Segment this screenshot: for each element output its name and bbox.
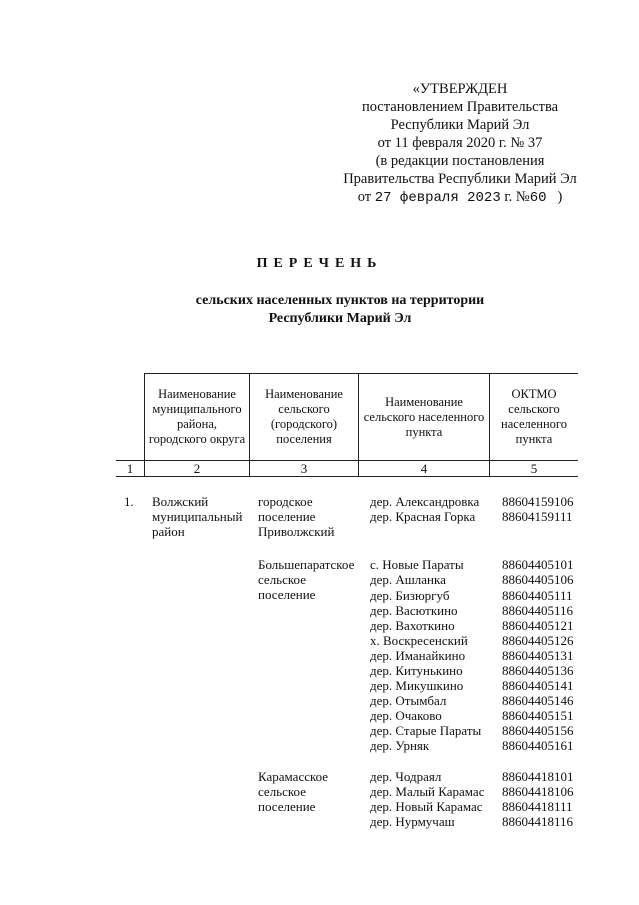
village-name: дер. Александровка: [370, 494, 480, 509]
district-name: [152, 494, 252, 539]
village-name: дер. Красная Горка: [370, 509, 476, 524]
oktmo-list: [502, 769, 582, 829]
oktmo-code: 88604405151: [502, 708, 574, 723]
oktmo-code: 88604405106: [502, 572, 574, 587]
document-title: ПЕРЕЧЕНЬ: [256, 256, 383, 271]
settlement-name: [258, 769, 364, 814]
oktmo-code: 88604418101: [502, 769, 574, 784]
settlement-line: поселение: [258, 799, 316, 814]
approval-date: 27 февраля 2023: [374, 190, 501, 206]
header-num: 5: [490, 461, 579, 477]
village-name: дер. Новый Карамас: [370, 799, 483, 814]
village-name: дер. Отымбал: [370, 693, 447, 708]
oktmo-code: 88604405116: [502, 603, 574, 618]
header-num: 4: [359, 461, 490, 477]
oktmo-code: 88604159106: [502, 494, 574, 509]
oktmo-code: 88604418106: [502, 784, 574, 799]
settlement-line: городское: [258, 494, 313, 509]
oktmo-code: 88604418111: [502, 799, 573, 814]
settlement-line: сельское: [258, 572, 306, 587]
village-name: дер. Нурмучаш: [370, 814, 455, 829]
approval-suffix: ): [557, 189, 563, 205]
oktmo-code: 88604405136: [502, 663, 574, 678]
settlement-name: [258, 494, 364, 539]
header-num: 3: [250, 461, 359, 477]
village-name: дер. Бизюргуб: [370, 588, 450, 603]
oktmo-code: 88604405156: [502, 723, 574, 738]
village-name: дер. Ашланка: [370, 572, 446, 587]
settlement-line: поселение: [258, 587, 316, 602]
village-name: дер. Вахоткино: [370, 618, 455, 633]
village-name: дер. Урняк: [370, 738, 430, 753]
row-number: 1.: [124, 494, 134, 509]
settlement-line: поселение: [258, 509, 316, 524]
village-name: дер. Иманайкино: [370, 648, 466, 663]
village-name: дер. Старые Параты: [370, 723, 482, 738]
village-list: [370, 557, 500, 753]
approval-prefix: от: [357, 189, 372, 205]
settlement-line: Большепаратское: [258, 557, 355, 572]
village-list: [370, 769, 500, 829]
approval-line: от 11 февраля 2020 г. № 37: [377, 135, 543, 151]
header-cell-district: Наименование муниципального района, городского округа: [145, 374, 250, 461]
subtitle-line: Республики Марий Эл: [268, 311, 412, 326]
oktmo-code: 88604159111: [502, 509, 573, 524]
village-list: [370, 494, 500, 524]
settlement-line: Карамасское: [258, 769, 329, 784]
oktmo-code: 88604405141: [502, 678, 574, 693]
village-name: дер. Малый Карамас: [370, 784, 485, 799]
village-name: дер. Чодраял: [370, 769, 442, 784]
header-cell-settlement: Наименование сельского (городского) поселения: [250, 374, 359, 461]
district-line: муниципальный: [152, 509, 243, 524]
approval-line: (в редакции постановления: [375, 153, 545, 169]
oktmo-list: [502, 557, 582, 753]
approval-number: 60: [529, 190, 547, 206]
document-subtitle: [0, 292, 639, 328]
approval-line: Республики Марий Эл: [390, 117, 530, 133]
header-cell-oktmo: ОКТМО сельского населенного пункта: [490, 374, 579, 461]
subtitle-line: сельских населенных пунктов на территории: [195, 293, 485, 308]
settlement-name: [258, 557, 364, 602]
oktmo-list: [502, 494, 582, 524]
oktmo-code: 88604405146: [502, 693, 574, 708]
village-name: дер. Микушкино: [370, 678, 464, 693]
oktmo-code: 88604405126: [502, 633, 574, 648]
oktmo-code: 88604405121: [502, 618, 574, 633]
table-header: [116, 373, 578, 477]
district-line: район: [152, 524, 185, 539]
village-name: х. Воскресенский: [370, 633, 468, 648]
approval-stamp-block: [300, 80, 620, 207]
settlement-line: Приволжский: [258, 524, 335, 539]
settlement-line: сельское: [258, 784, 306, 799]
approval-line: постановлением Правительства: [361, 99, 559, 115]
village-name: дер. Китунькино: [370, 663, 463, 678]
village-name: дер. Очаково: [370, 708, 442, 723]
village-name: дер. Васюткино: [370, 603, 458, 618]
approval-line: «УТВЕРЖДЕН: [412, 81, 508, 97]
oktmo-code: 88604418116: [502, 814, 574, 829]
approval-last-line: [300, 188, 620, 207]
approval-line: Правительства Республики Марий Эл: [343, 171, 577, 187]
oktmo-code: 88604405161: [502, 738, 574, 753]
header-cell-blank: [116, 374, 145, 461]
district-line: Волжский: [152, 494, 209, 509]
oktmo-code: 88604405111: [502, 588, 573, 603]
oktmo-code: 88604405101: [502, 557, 574, 572]
approval-mid: г. №: [504, 189, 530, 205]
header-cell-village: Наименование сельского населенного пункта: [359, 374, 490, 461]
header-num: 2: [145, 461, 250, 477]
oktmo-code: 88604405131: [502, 648, 574, 663]
village-name: с. Новые Параты: [370, 557, 464, 572]
header-num: 1: [116, 461, 145, 477]
